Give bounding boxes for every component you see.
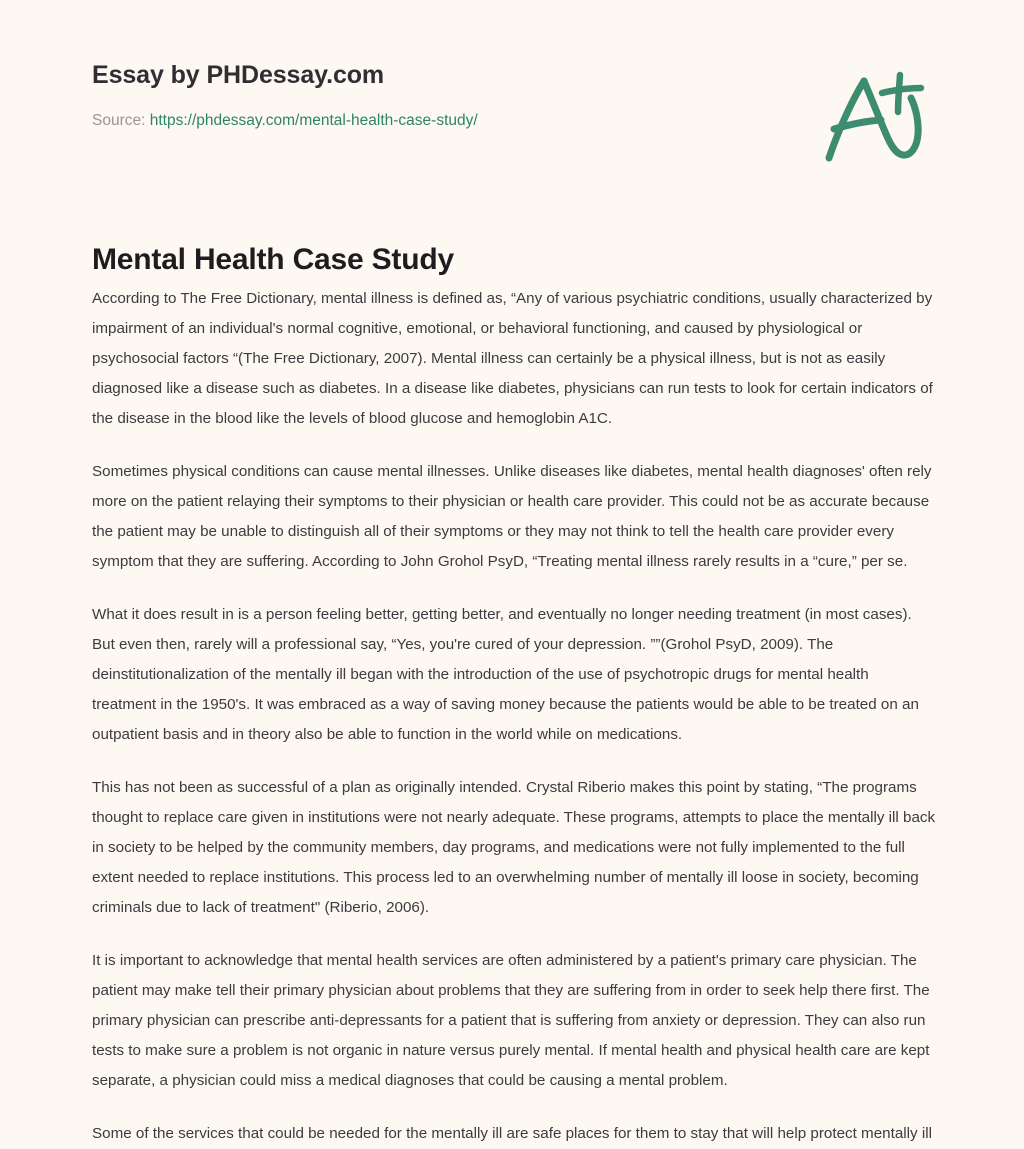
aplus-logo-svg: [818, 62, 930, 170]
source-url-link[interactable]: https://phdessay.com/mental-health-case-study/: [149, 111, 478, 129]
body-paragraph: What it does result in is a person feeling better, getting better, and eventually no longer needing treatment (in most cases). But even then, rarely will a professional say, “Yes, you're cured of your depression. ””(Grohol PsyD, 2009). The deinstitutionalization of the mentally ill began with the introduction of the use of psychotropic drugs for mental health treatment in the 1950's. It was embraced as a way of saving money because the patients would be able to be treated on an outpatient basis and in theory also be able to function in the world while on medications.: [92, 606, 919, 743]
body-paragraph: This has not been as successful of a plan as originally intended. Crystal Riberio makes this point by stating, “The programs thought to replace care given in institutions were not nearly adequate. These programs, attempts to place the mentally ill back in society to be helped by the community members, day programs, and medications were not fully implemented to the full extent needed to replace institutions. This process led to an overwhelming number of mentally ill loose in society, becoming criminals due to lack of treatment" (Riberio, 2006).: [92, 779, 936, 916]
aplus-logo-icon: [818, 62, 930, 170]
body-paragraph: Some of the services that could be needed for the mentally ill are safe places for them to stay that will help protect mentally ill: [92, 1125, 932, 1142]
brand-title: Essay by PHDessay.com: [92, 61, 385, 89]
body-paragraph: According to The Free Dictionary, mental illness is defined as, “Any of various psychiatric conditions, usually characterized by impairment of an individual's normal cognitive, emotional, or behavioral functioning, and caused by physiological or psychosocial factors “(The Free Dictionary, 2007). Mental illness can certainly be a physical illness, but is not as easily diagnosed like a disease such as diabetes. In a disease like diabetes, physicians can run tests to look for certain indicators of the disease in the blood like the levels of blood glucose and hemoglobin A1C.: [92, 290, 933, 427]
document-body: [92, 284, 937, 1149]
source-label: Source:: [92, 111, 146, 129]
body-paragraph: It is important to acknowledge that mental health services are often administered by a patient's primary care physician. The patient may make tell their primary physician about problems that they are suffering from in order to seek help there first. The primary physician can prescribe anti-depressants for a patient that is suffering from anxiety or depression. They can also run tests to make sure a problem is not organic in nature versus purely mental. If mental health and physical health care are kept separate, a physician could miss a medical diagnoses that could be causing a mental problem.: [92, 952, 930, 1089]
page-title: Mental Health Case Study: [92, 243, 454, 277]
body-paragraph: Sometimes physical conditions can cause mental illnesses. Unlike diseases like diabetes, mental health diagnoses' often rely more on the patient relaying their symptoms to their physician or health care provider. This could not be as accurate because the patient may be unable to distinguish all of their symptoms or they may not think to tell the health care provider every symptom that they are suffering. According to John Grohol PsyD, “Treating mental illness rarely results in a “cure,” per se.: [92, 463, 932, 570]
